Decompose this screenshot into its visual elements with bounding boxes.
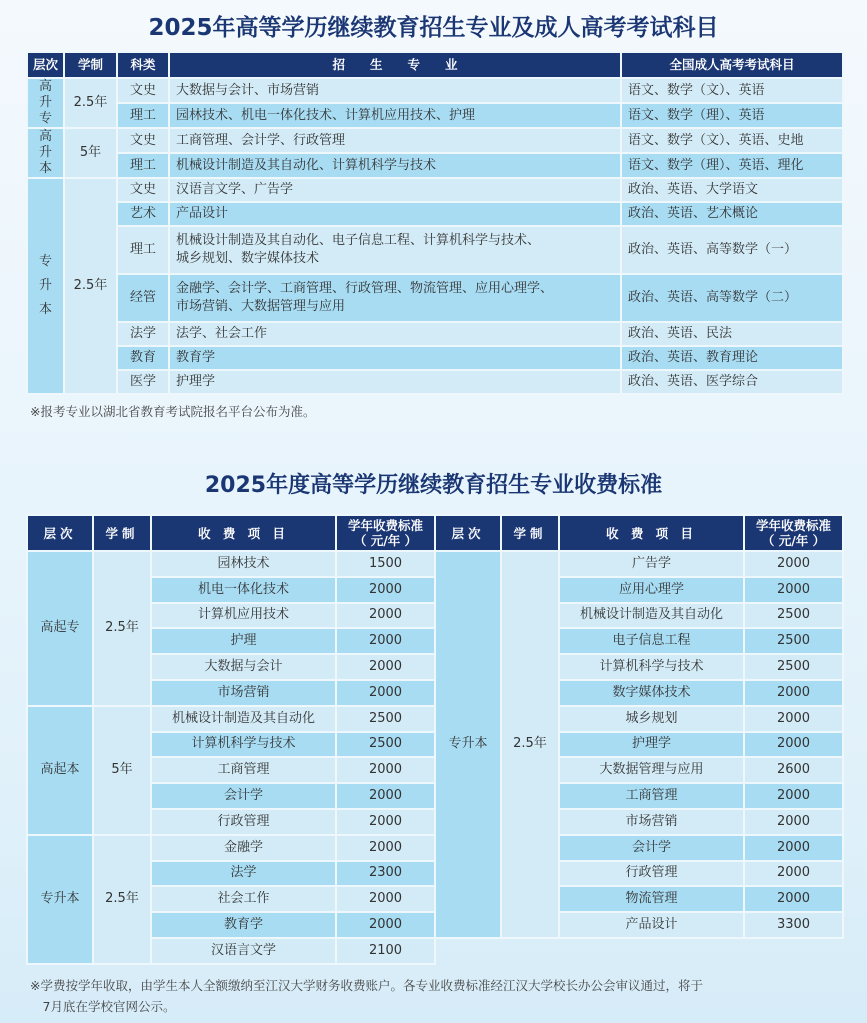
fee-amount: 2000 [336, 886, 435, 912]
subjects-cell: 政治、英语、艺术概论 [621, 202, 843, 226]
fee-amount: 2000 [336, 603, 435, 629]
table-header-row [27, 52, 843, 78]
fee-item-name: 法学 [151, 861, 336, 887]
table-row [27, 226, 843, 274]
fee-amount: 2000 [336, 628, 435, 654]
fee-standard-title: 2025年度高等学历继续教育招生专业收费标准 [204, 473, 663, 498]
fee-amount: 2500 [744, 628, 843, 654]
exam-subjects-title: 2025年高等学历继续教育招生专业及成人高考考试科目 [148, 15, 719, 41]
fee-amount: 2000 [744, 783, 843, 809]
category-cell: 法学 [117, 322, 169, 346]
fee-amount: 1500 [336, 551, 435, 577]
duration-cell: 2.5年 [93, 835, 151, 964]
level-cell: 专升本 [435, 551, 501, 938]
majors-cell: 法学、社会工作 [169, 322, 621, 346]
fee-item-name: 工商管理 [151, 757, 336, 783]
fee-item-name: 产品设计 [559, 912, 744, 938]
subjects-cell: 政治、英语、高等数学（二） [621, 274, 843, 322]
level-cell: 高起本 [27, 706, 93, 835]
category-cell: 理工 [117, 226, 169, 274]
fee-item-name: 机械设计制造及其自动化 [559, 603, 744, 629]
fee-table-left [26, 514, 436, 965]
fee-amount: 2600 [744, 757, 843, 783]
fee-item-name: 广告学 [559, 551, 744, 577]
table-row [27, 551, 435, 577]
table-header-row [27, 515, 435, 551]
category-cell: 文史 [117, 178, 169, 202]
category-cell: 经管 [117, 274, 169, 322]
majors-cell: 汉语言文学、广告学 [169, 178, 621, 202]
table-row [27, 370, 843, 394]
subjects-cell: 语文、数学（理）、英语 [621, 103, 843, 128]
duration-cell: 5年 [64, 128, 117, 178]
duration-cell: 2.5年 [64, 78, 117, 128]
majors-cell [169, 226, 621, 274]
majors-cell: 大数据与会计、市场营销 [169, 78, 621, 103]
fee-table-right [434, 514, 844, 939]
table-header-row [435, 515, 843, 551]
fee-item-name: 大数据与会计 [151, 654, 336, 680]
table-row [27, 103, 843, 128]
fee-item-name: 计算机科学与技术 [151, 732, 336, 758]
fee-amount: 2000 [336, 912, 435, 938]
header-fee: 学年收费标准 （ 元/年 ） [744, 515, 843, 551]
fee-item-name: 电子信息工程 [559, 628, 744, 654]
table-row [27, 322, 843, 346]
fee-amount: 2000 [744, 886, 843, 912]
level-cell: 高起专 [27, 551, 93, 706]
fee-item-name: 行政管理 [559, 861, 744, 887]
fee-item-name: 汉语言文学 [151, 938, 336, 964]
table-row [27, 202, 843, 226]
fee-item-name: 工商管理 [559, 783, 744, 809]
table-row [27, 153, 843, 178]
fee-note: ※学费按学年收取，由学生本人全额缴纳至江汉大学财务收费账户。各专业收费标准经江汉大学校长办公会审议通过，将于 7月底在学校官网公示。 [30, 978, 703, 1014]
level-cell: 高升专 [27, 78, 64, 128]
duration-cell: 2.5年 [64, 178, 117, 394]
fee-amount: 3300 [744, 912, 843, 938]
table-row [27, 178, 843, 202]
fee-amount: 2000 [744, 732, 843, 758]
header-fee: 学年收费标准 （ 元/年 ） [336, 515, 435, 551]
header-category: 科类 [117, 52, 169, 78]
fee-amount: 2500 [336, 706, 435, 732]
level-cell: 专升本 [27, 178, 64, 394]
fee-item-name: 教育学 [151, 912, 336, 938]
category-cell: 文史 [117, 78, 169, 103]
fee-amount: 2000 [336, 577, 435, 603]
majors-cell [169, 274, 621, 322]
header-item: 收 费 项 目 [151, 515, 336, 551]
fee-amount: 2300 [336, 861, 435, 887]
fee-item-name: 应用心理学 [559, 577, 744, 603]
majors-line: 金融学、会计学、工商管理、行政管理、物流管理、应用心理学、 [176, 281, 554, 296]
table-row [27, 128, 843, 153]
fee-amount: 2000 [744, 706, 843, 732]
header-level: 层次 [27, 52, 64, 78]
subjects-cell: 政治、英语、教育理论 [621, 346, 843, 370]
fee-item-name: 物流管理 [559, 886, 744, 912]
majors-line: 机械设计制造及其自动化、电子信息工程、计算机科学与技术、 [176, 233, 541, 248]
majors-line: 城乡规划、数字媒体技术 [176, 251, 320, 266]
fee-item-name: 机械设计制造及其自动化 [151, 706, 336, 732]
majors-line: 市场营销、大数据管理与应用 [176, 299, 346, 314]
category-cell: 文史 [117, 128, 169, 153]
fee-amount: 2000 [336, 680, 435, 706]
table-row [435, 551, 843, 577]
fee-item-name: 市场营销 [559, 809, 744, 835]
fee-item-name: 行政管理 [151, 809, 336, 835]
fee-item-name: 机电一体化技术 [151, 577, 336, 603]
duration-cell: 5年 [93, 706, 151, 835]
fee-amount: 2000 [744, 577, 843, 603]
fee-amount: 2000 [336, 757, 435, 783]
fee-item-name: 社会工作 [151, 886, 336, 912]
subjects-cell: 政治、英语、医学综合 [621, 370, 843, 394]
fee-item-name: 园林技术 [151, 551, 336, 577]
category-cell: 理工 [117, 103, 169, 128]
fee-item-name: 护理学 [559, 732, 744, 758]
category-cell: 教育 [117, 346, 169, 370]
fee-amount: 2100 [336, 938, 435, 964]
fee-item-name: 城乡规划 [559, 706, 744, 732]
subjects-cell: 语文、数学（文）、英语 [621, 78, 843, 103]
fee-amount: 2000 [336, 783, 435, 809]
header-level: 层次 [435, 515, 501, 551]
header-duration: 学制 [93, 515, 151, 551]
table-row [27, 346, 843, 370]
majors-cell: 教育学 [169, 346, 621, 370]
category-cell: 医学 [117, 370, 169, 394]
header-level: 层次 [27, 515, 93, 551]
subjects-cell: 政治、英语、民法 [621, 322, 843, 346]
duration-cell: 2.5年 [93, 551, 151, 706]
fee-amount: 2500 [744, 603, 843, 629]
subjects-cell: 政治、英语、高等数学（一） [621, 226, 843, 274]
header-subjects: 全国成人高考考试科目 [621, 52, 843, 78]
fee-item-name: 金融学 [151, 835, 336, 861]
category-cell: 理工 [117, 153, 169, 178]
fee-item-name: 大数据管理与应用 [559, 757, 744, 783]
fee-item-name: 会计学 [559, 835, 744, 861]
majors-cell: 园林技术、机电一体化技术、计算机应用技术、护理 [169, 103, 621, 128]
header-item: 收 费 项 目 [559, 515, 744, 551]
level-cell: 专升本 [27, 835, 93, 964]
header-duration: 学制 [64, 52, 117, 78]
subjects-cell: 语文、数学（文）、英语、史地 [621, 128, 843, 153]
fee-item-name: 会计学 [151, 783, 336, 809]
fee-amount: 2500 [336, 732, 435, 758]
table-row [27, 706, 435, 732]
fee-amount: 2000 [336, 809, 435, 835]
majors-cell: 产品设计 [169, 202, 621, 226]
exam-subjects-table [26, 51, 844, 395]
table-row [27, 835, 435, 861]
level-cell: 高升本 [27, 128, 64, 178]
fee-amount: 2500 [744, 654, 843, 680]
fee-item-name: 护理 [151, 628, 336, 654]
header-majors: 招 生 专 业 [169, 52, 621, 78]
duration-cell: 2.5年 [501, 551, 559, 938]
fee-item-name: 计算机应用技术 [151, 603, 336, 629]
fee-amount: 2000 [744, 680, 843, 706]
category-cell: 艺术 [117, 202, 169, 226]
fee-amount: 2000 [336, 835, 435, 861]
header-duration: 学制 [501, 515, 559, 551]
fee-item-name: 计算机科学与技术 [559, 654, 744, 680]
fee-amount: 2000 [744, 551, 843, 577]
subjects-cell: 政治、英语、大学语文 [621, 178, 843, 202]
fee-amount: 2000 [744, 809, 843, 835]
majors-cell: 护理学 [169, 370, 621, 394]
fee-amount: 2000 [336, 654, 435, 680]
fee-item-name: 数字媒体技术 [559, 680, 744, 706]
table-row [27, 78, 843, 103]
fee-amount: 2000 [744, 835, 843, 861]
fee-amount: 2000 [744, 861, 843, 887]
majors-cell: 工商管理、会计学、行政管理 [169, 128, 621, 153]
exam-note: ※报考专业以湖北省教育考试院报名平台公布为准。 [30, 404, 316, 419]
subjects-cell: 语文、数学（理）、英语、理化 [621, 153, 843, 178]
majors-cell: 机械设计制造及其自动化、计算机科学与技术 [169, 153, 621, 178]
table-row [27, 274, 843, 322]
fee-item-name: 市场营销 [151, 680, 336, 706]
